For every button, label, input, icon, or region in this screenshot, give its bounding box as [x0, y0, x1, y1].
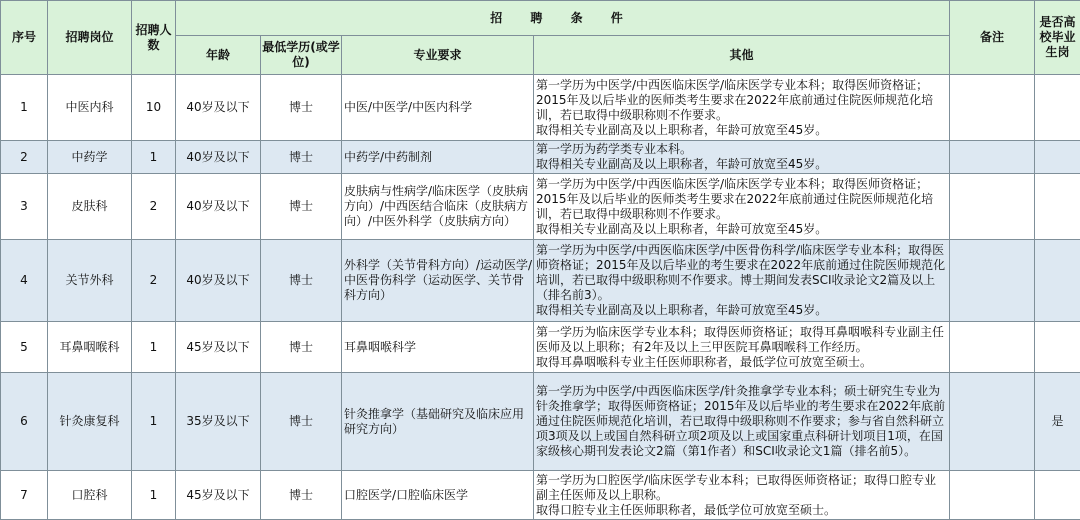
cell-remark — [950, 373, 1035, 471]
header-remark: 备注 — [950, 1, 1035, 75]
header-education: 最低学历(或学位) — [261, 36, 342, 75]
cell-seq: 3 — [1, 174, 48, 240]
header-seq: 序号 — [1, 1, 48, 75]
cell-age: 40岁及以下 — [176, 174, 261, 240]
cell-position: 皮肤科 — [48, 174, 132, 240]
cell-count: 1 — [132, 471, 176, 520]
header-other: 其他 — [534, 36, 950, 75]
header-count: 招聘人数 — [132, 1, 176, 75]
cell-major: 口腔医学/口腔临床医学 — [342, 471, 534, 520]
cell-seq: 1 — [1, 75, 48, 141]
cell-age: 40岁及以下 — [176, 240, 261, 322]
cell-other: 第一学历为中医学/中西医临床医学/中医骨伤科学/临床医学专业本科；取得医师资格证；2015年及以后毕业的考生要求在2022年底前通过住院医师规范化培训，若已取得中级职称则不作要求。博士期间发表SCI收录论文2篇及以上（排名前3）。 取得相关专业副高及以上职称者，年龄可放宽至45岁。 — [534, 240, 950, 322]
cell-education: 博士 — [261, 141, 342, 174]
cell-fresh-grad — [1035, 240, 1080, 322]
cell-position: 针灸康复科 — [48, 373, 132, 471]
cell-major: 皮肤病与性病学/临床医学（皮肤病方向）/中西医结合临床（皮肤病方向）/中医外科学（皮肤病方向） — [342, 174, 534, 240]
cell-fresh-grad — [1035, 322, 1080, 373]
cell-age: 40岁及以下 — [176, 75, 261, 141]
table-row — [1, 174, 1080, 240]
table-row — [1, 322, 1080, 373]
cell-fresh-grad — [1035, 471, 1080, 520]
cell-count: 1 — [132, 373, 176, 471]
cell-education: 博士 — [261, 240, 342, 322]
cell-other: 第一学历为药学类专业本科。 取得相关专业副高及以上职称者，年龄可放宽至45岁。 — [534, 141, 950, 174]
cell-position: 口腔科 — [48, 471, 132, 520]
header-major: 专业要求 — [342, 36, 534, 75]
cell-fresh-grad: 是 — [1035, 373, 1080, 471]
cell-seq: 2 — [1, 141, 48, 174]
header-conditions: 招 聘 条 件 — [176, 1, 950, 36]
cell-count: 10 — [132, 75, 176, 141]
cell-seq: 5 — [1, 322, 48, 373]
cell-count: 1 — [132, 322, 176, 373]
cell-seq: 7 — [1, 471, 48, 520]
cell-other: 第一学历为口腔医学/临床医学专业本科；已取得医师资格证；取得口腔专业副主任医师及以上职称。 取得口腔专业主任医师职称者，最低学位可放宽至硕士。 — [534, 471, 950, 520]
cell-seq: 6 — [1, 373, 48, 471]
cell-position: 中医内科 — [48, 75, 132, 141]
cell-other: 第一学历为临床医学专业本科；取得医师资格证；取得耳鼻咽喉科专业副主任医师及以上职称；有2年及以上三甲医院耳鼻咽喉科工作经历。 取得耳鼻咽喉科专业主任医师职称者，最低学位可放宽至硕士。 — [534, 322, 950, 373]
cell-position: 耳鼻咽喉科 — [48, 322, 132, 373]
cell-count: 1 — [132, 141, 176, 174]
cell-remark — [950, 471, 1035, 520]
cell-age: 45岁及以下 — [176, 471, 261, 520]
cell-education: 博士 — [261, 174, 342, 240]
cell-remark — [950, 240, 1035, 322]
cell-education: 博士 — [261, 75, 342, 141]
table-row — [1, 75, 1080, 141]
cell-position: 关节外科 — [48, 240, 132, 322]
cell-count: 2 — [132, 174, 176, 240]
cell-other: 第一学历为中医学/中西医临床医学/针灸推拿学专业本科；硕士研究生专业为针灸推拿学；取得医师资格证；2015年及以后毕业的考生要求在2022年底前通过住院医师规范化培训，若已取得中级职称则不作要求；参与省自然科研立项3项及以上或国自然科研立项2项及以上或国家重点科研计划项目1项，在国家级核心期刊发表论文2篇（第1作者）和SCI收录论文1篇（排名前5）。 — [534, 373, 950, 471]
cell-major: 外科学（关节骨科方向）/运动医学/中医骨伤科学（运动医学、关节骨科方向） — [342, 240, 534, 322]
cell-fresh-grad — [1035, 174, 1080, 240]
cell-other: 第一学历为中医学/中西医临床医学/临床医学专业本科；取得医师资格证；2015年及以后毕业的医师类考生要求在2022年底前通过住院医师规范化培训，若已取得中级职称则不作要求。 取得相关专业副高及以上职称者，年龄可放宽至45岁。 — [534, 174, 950, 240]
cell-position: 中药学 — [48, 141, 132, 174]
cell-education: 博士 — [261, 471, 342, 520]
cell-age: 40岁及以下 — [176, 141, 261, 174]
cell-fresh-grad — [1035, 141, 1080, 174]
header-age: 年龄 — [176, 36, 261, 75]
cell-other: 第一学历为中医学/中西医临床医学/临床医学专业本科；取得医师资格证；2015年及以后毕业的医师类考生要求在2022年底前通过住院医师规范化培训，若已取得中级职称则不作要求。 取得相关专业副高及以上职称者，年龄可放宽至45岁。 — [534, 75, 950, 141]
cell-education: 博士 — [261, 373, 342, 471]
cell-major: 中药学/中药制剂 — [342, 141, 534, 174]
cell-major: 中医/中医学/中医内科学 — [342, 75, 534, 141]
cell-age: 45岁及以下 — [176, 322, 261, 373]
table-row — [1, 141, 1080, 174]
cell-remark — [950, 322, 1035, 373]
table-row — [1, 240, 1080, 322]
cell-remark — [950, 174, 1035, 240]
cell-remark — [950, 141, 1035, 174]
cell-count: 2 — [132, 240, 176, 322]
cell-fresh-grad — [1035, 75, 1080, 141]
cell-major: 针灸推拿学（基础研究及临床应用研究方向） — [342, 373, 534, 471]
cell-education: 博士 — [261, 322, 342, 373]
cell-remark — [950, 75, 1035, 141]
header-position: 招聘岗位 — [48, 1, 132, 75]
cell-major: 耳鼻咽喉科学 — [342, 322, 534, 373]
cell-age: 35岁及以下 — [176, 373, 261, 471]
table-row — [1, 471, 1080, 520]
header-fresh-grad: 是否高校毕业生岗 — [1035, 1, 1080, 75]
table-row — [1, 373, 1080, 471]
cell-seq: 4 — [1, 240, 48, 322]
